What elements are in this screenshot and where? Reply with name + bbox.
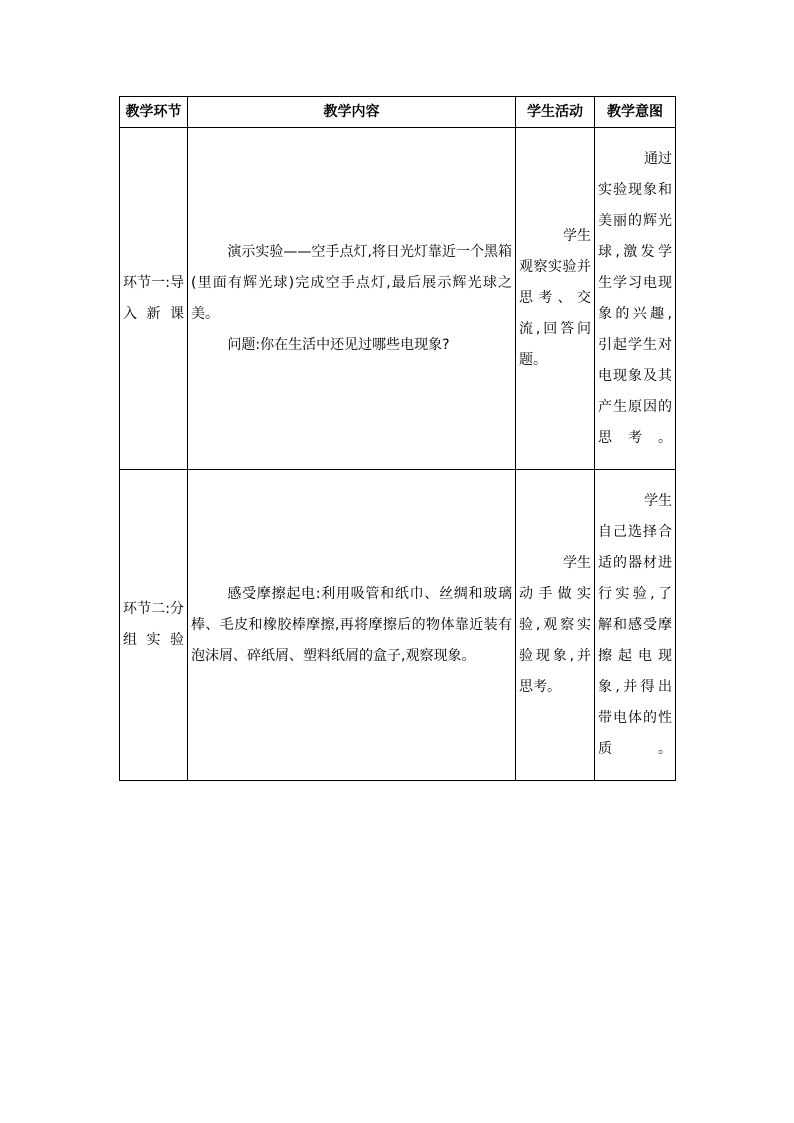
header-content: 教学内容 [188, 97, 516, 128]
purpose-text: 实验现象和美丽的辉光球,激发学生学习电现象的兴趣,引起学生对电现象及其产生原因的思考。 [598, 181, 672, 446]
activity-first-line: 学生 [563, 228, 591, 244]
table-row [120, 128, 676, 470]
content-paragraph: 感受摩擦起电:利用吸管和纸巾、丝绸和玻璃棒、毛皮和橡胶棒摩擦,再将摩擦后的物体靠近装有泡沫屑、碎纸屑、塑料纸屑的盒子,观察现象。 [191, 585, 512, 664]
activity-cell [516, 128, 595, 470]
header-activity: 学生活动 [516, 97, 595, 128]
stage-cell: 环节二:分组实验 [120, 470, 188, 781]
purpose-first-line: 通过 [644, 150, 672, 167]
content-paragraph: 演示实验——空手点灯,将日光灯靠近一个黑箱(里面有辉光球)完成空手点灯,最后展示辉光球之美。 [191, 243, 512, 322]
header-purpose: 教学意图 [595, 97, 676, 128]
activity-cell [516, 470, 595, 781]
table-row [120, 470, 676, 781]
purpose-cell [595, 128, 676, 470]
content-cell [188, 128, 516, 470]
stage-cell: 环节一:导入新课 [120, 128, 188, 470]
purpose-cell [595, 470, 676, 781]
purpose-text: 自己选择合适的器材进行实验,了解和感受摩擦起电现象,并得出带电体的性质。 [598, 523, 672, 757]
header-stage: 教学环节 [120, 97, 188, 128]
activity-text: 观察实验并思考、交流,回答问题。 [519, 259, 591, 368]
content-cell [188, 470, 516, 781]
lesson-plan-table [119, 96, 676, 781]
activity-first-line: 学生 [563, 554, 591, 571]
activity-text: 动手做实验,观察实验现象,并思考。 [519, 585, 591, 695]
purpose-first-line: 学生 [644, 492, 672, 509]
table-header-row [120, 97, 676, 128]
content-paragraph: 问题:你在生活中还见过哪些电现象? [227, 336, 450, 353]
